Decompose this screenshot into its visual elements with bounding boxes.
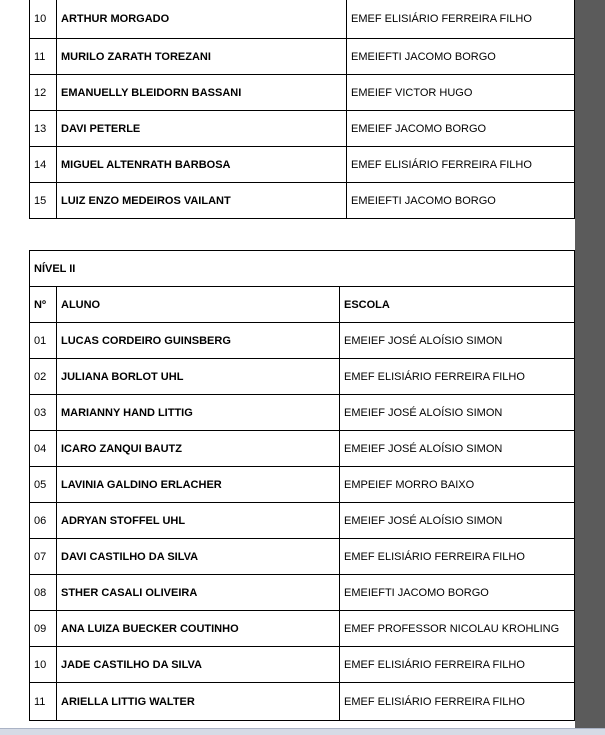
school-name: EMEIEF JOSÉ ALOÍSIO SIMON — [340, 323, 575, 359]
level-title-row — [30, 251, 575, 287]
row-number: 07 — [30, 539, 57, 575]
table-row — [30, 147, 575, 183]
student-name: ARIELLA LITTIG WALTER — [57, 683, 340, 721]
student-name: MARIANNY HAND LITTIG — [57, 395, 340, 431]
row-number: 12 — [30, 75, 57, 111]
student-name: JADE CASTILHO DA SILVA — [57, 647, 340, 683]
table-row — [30, 431, 575, 467]
row-number: 10 — [30, 0, 57, 39]
row-number: 11 — [30, 683, 57, 721]
table-row — [30, 611, 575, 647]
row-number: 03 — [30, 395, 57, 431]
student-name: ANA LUIZA BUECKER COUTINHO — [57, 611, 340, 647]
row-number: 08 — [30, 575, 57, 611]
school-name: EMEF ELISIÁRIO FERREIRA FILHO — [340, 359, 575, 395]
school-name: EMEIEF VICTOR HUGO — [347, 75, 575, 111]
header-school: ESCOLA — [340, 287, 575, 323]
student-name: ICARO ZANQUI BAUTZ — [57, 431, 340, 467]
school-name: EMEF ELISIÁRIO FERREIRA FILHO — [340, 539, 575, 575]
student-name: LUCAS CORDEIRO GUINSBERG — [57, 323, 340, 359]
viewer-gutter — [575, 0, 605, 734]
school-name: EMEIEF JOSÉ ALOÍSIO SIMON — [340, 431, 575, 467]
school-name: EMEIEFTI JACOMO BORGO — [347, 183, 575, 219]
table-row — [30, 111, 575, 147]
table-row — [30, 323, 575, 359]
student-name: MIGUEL ALTENRATH BARBOSA — [57, 147, 347, 183]
student-name: EMANUELLY BLEIDORN BASSANI — [57, 75, 347, 111]
school-name: EMEF ELISIÁRIO FERREIRA FILHO — [347, 147, 575, 183]
student-name: DAVI CASTILHO DA SILVA — [57, 539, 340, 575]
row-number: 06 — [30, 503, 57, 539]
student-name: STHER CASALI OLIVEIRA — [57, 575, 340, 611]
row-number: 05 — [30, 467, 57, 503]
row-number: 04 — [30, 431, 57, 467]
table-row — [30, 683, 575, 721]
student-name: LUIZ ENZO MEDEIROS VAILANT — [57, 183, 347, 219]
school-name: EMEF ELISIÁRIO FERREIRA FILHO — [340, 647, 575, 683]
students-table-level-ii — [29, 250, 575, 721]
table-row — [30, 467, 575, 503]
school-name: EMEIEFTI JACOMO BORGO — [340, 575, 575, 611]
student-name: DAVI PETERLE — [57, 111, 347, 147]
table-row — [30, 75, 575, 111]
school-name: EMEF ELISIÁRIO FERREIRA FILHO — [347, 0, 575, 39]
student-name: LAVINIA GALDINO ERLACHER — [57, 467, 340, 503]
header-number: Nº — [30, 287, 57, 323]
table-row — [30, 183, 575, 219]
row-number: 13 — [30, 111, 57, 147]
table-row — [30, 0, 575, 39]
students-table-body — [30, 251, 575, 323]
students-table-rows — [30, 323, 575, 721]
table-row — [30, 359, 575, 395]
school-name: EMEF PROFESSOR NICOLAU KROHLING — [340, 611, 575, 647]
row-number: 14 — [30, 147, 57, 183]
student-name: ADRYAN STOFFEL UHL — [57, 503, 340, 539]
row-number: 11 — [30, 39, 57, 75]
students-table-level-i — [29, 0, 575, 219]
school-name: EMPEIEF MORRO BAIXO — [340, 467, 575, 503]
student-name: JULIANA BORLOT UHL — [57, 359, 340, 395]
students-table-body — [30, 0, 575, 219]
level-title: NÍVEL II — [30, 251, 575, 287]
row-number: 15 — [30, 183, 57, 219]
row-number: 01 — [30, 323, 57, 359]
header-student: ALUNO — [57, 287, 340, 323]
table-row — [30, 395, 575, 431]
table-row — [30, 39, 575, 75]
table-row — [30, 647, 575, 683]
school-name: EMEIEF JOSÉ ALOÍSIO SIMON — [340, 503, 575, 539]
table-row — [30, 539, 575, 575]
row-number: 02 — [30, 359, 57, 395]
school-name: EMEIEF JOSÉ ALOÍSIO SIMON — [340, 395, 575, 431]
school-name: EMEIEF JACOMO BORGO — [347, 111, 575, 147]
school-name: EMEF ELISIÁRIO FERREIRA FILHO — [340, 683, 575, 721]
school-name: EMEIEFTI JACOMO BORGO — [347, 39, 575, 75]
table-header-row — [30, 287, 575, 323]
table-row — [30, 575, 575, 611]
table-row — [30, 503, 575, 539]
student-name: ARTHUR MORGADO — [57, 0, 347, 39]
row-number: 10 — [30, 647, 57, 683]
row-number: 09 — [30, 611, 57, 647]
student-name: MURILO ZARATH TOREZANI — [57, 39, 347, 75]
